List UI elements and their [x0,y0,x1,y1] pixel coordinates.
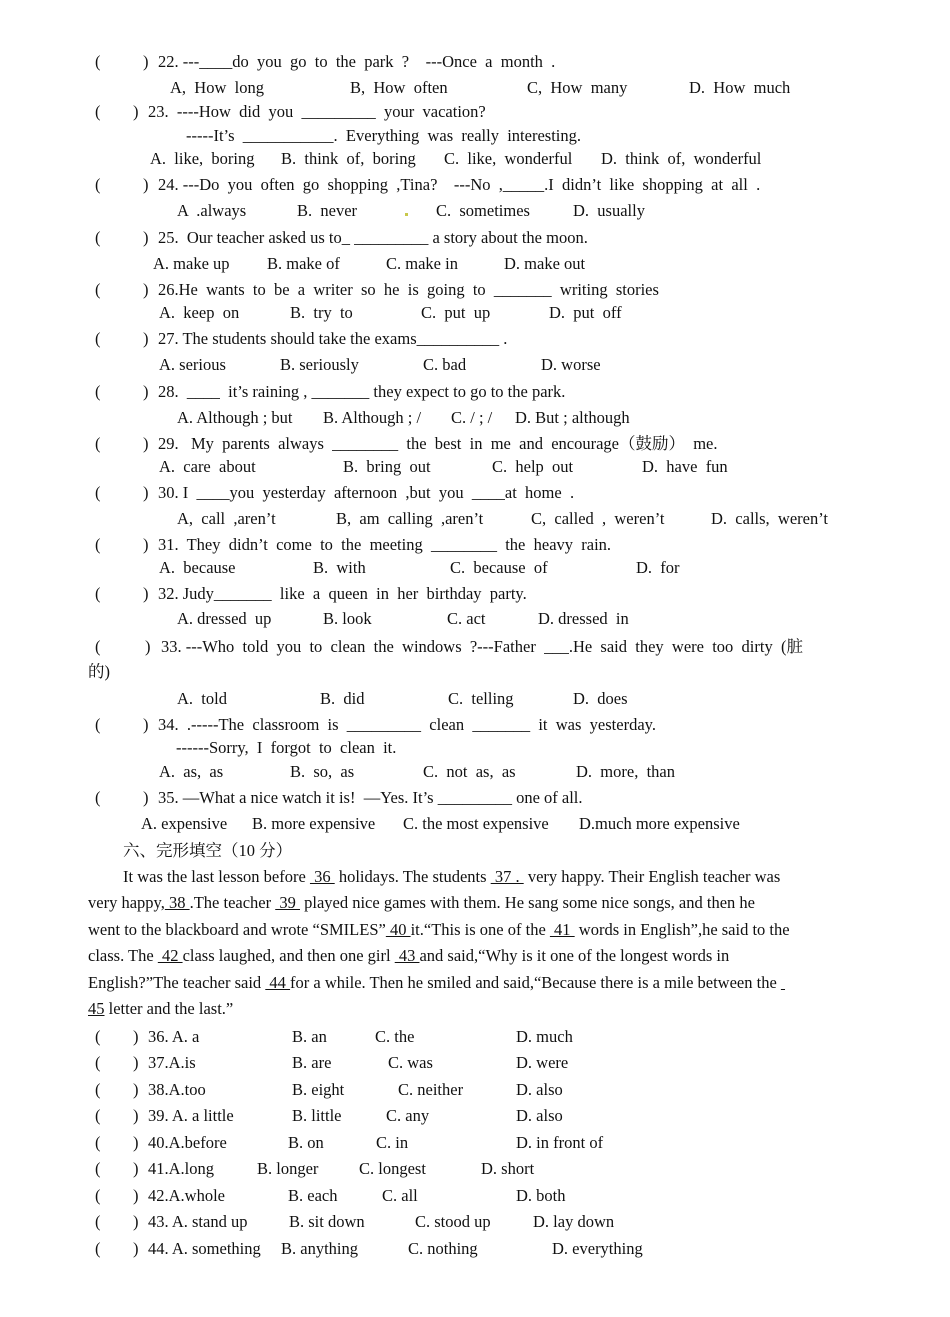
q22-close: ) [143,52,149,71]
q26-option-a: A. keep on [159,303,240,322]
opt39-c: C. any [386,1106,430,1125]
opt37-c: C. was [388,1053,433,1072]
q29-stem: 29. My parents always ________ the best in me and encourage（鼓励） me. [158,434,718,453]
opt42-c: C. all [382,1186,418,1205]
q24-option-c: C. sometimes [436,201,530,220]
q23-close: ) [133,102,139,121]
q25-option-d: D. make out [504,254,586,273]
opt38-paren: ( [95,1080,101,1099]
q22-option-a: A, How long [170,78,264,97]
q23-option-d: D. think of, wonderful [601,149,762,168]
q22-option-b: B, How often [350,78,448,97]
opt43-close: ) [133,1212,139,1231]
opt44-paren: ( [95,1239,101,1258]
opt42-d: D. both [516,1186,566,1205]
opt38-d: D. also [516,1080,563,1099]
opt37-d: D. were [516,1053,569,1072]
q35-option-a: A. expensive [141,814,228,833]
q34-sub: ------Sorry, I forgot to clean it. [176,738,397,757]
opt39-close: ) [133,1106,139,1125]
stray-mark [405,213,408,216]
q32-option-c: C. act [447,609,486,628]
opt44-c: C. nothing [408,1239,478,1258]
q30-option-b: B, am calling ,aren’t [336,509,484,528]
opt36-paren: ( [95,1027,101,1046]
q27-option-b: B. seriously [280,355,359,374]
opt40-paren: ( [95,1133,101,1152]
cloze-line-5: English?”The teacher said 44 for a while. Then he smiled and said,“Because there is a mile between the [88,973,781,992]
opt43-b: B. sit down [289,1212,365,1231]
q27-option-c: C. bad [423,355,467,374]
opt38-c: C. neither [398,1080,464,1099]
opt44-close: ) [133,1239,139,1258]
q34-stem: 34. .-----The classroom is _________ clean _______ it was yesterday. [158,715,656,734]
q27-option-a: A. serious [159,355,226,374]
q27-paren: ( [95,329,101,348]
q35-paren: ( [95,788,101,807]
q22-stem: 22. ---____do you go to the park ? ---Once a month . [158,52,556,71]
q33-stem-cont: 的) [88,662,110,681]
opt36-c: C. the [375,1027,415,1046]
opt41-close: ) [133,1159,139,1178]
q28-close: ) [143,382,149,401]
q27-close: ) [143,329,149,348]
q28-paren: ( [95,382,101,401]
opt44-a: 44. A. something [148,1239,261,1258]
opt38-close: ) [133,1080,139,1099]
q31-close: ) [143,535,149,554]
q24-option-a: A .always [177,201,247,220]
q28-option-a: A. Although ; but [177,408,293,427]
q32-close: ) [143,584,149,603]
blank-43: 43 [394,946,420,965]
q33-option-c: C. telling [448,689,514,708]
q31-option-a: A. because [159,558,236,577]
blank-42: 42 [157,946,183,965]
q32-option-d: D. dressed in [538,609,629,628]
q29-option-d: D. have fun [642,457,728,476]
opt44-d: D. everything [552,1239,643,1258]
opt42-paren: ( [95,1186,101,1205]
opt41-c: C. longest [359,1159,426,1178]
q26-option-d: D. put off [549,303,622,322]
q25-close: ) [143,228,149,247]
q26-close: ) [143,280,149,299]
opt43-a: 43. A. stand up [148,1212,248,1231]
q27-option-d: D. worse [541,355,601,374]
q24-paren: ( [95,175,101,194]
q24-option-b: B. never [297,201,358,220]
opt41-b: B. longer [257,1159,319,1178]
q30-option-d: D. calls, weren’t [711,509,828,528]
q35-option-d: D.much more expensive [579,814,740,833]
q25-option-b: B. make of [267,254,340,273]
q32-option-b: B. look [323,609,372,628]
q31-stem: 31. They didn’t come to the meeting ________ the heavy rain. [158,535,612,554]
q25-stem: 25. Our teacher asked us to_ _________ a story about the moon. [158,228,588,247]
q26-option-c: C. put up [421,303,491,322]
q32-option-a: A. dressed up [177,609,272,628]
opt40-b: B. on [288,1133,324,1152]
q22-option-d: D. How much [689,78,791,97]
q30-option-a: A, call ,aren’t [177,509,276,528]
q25-paren: ( [95,228,101,247]
q30-close: ) [143,483,149,502]
q22-paren: ( [95,52,101,71]
q33-close: ) [145,637,151,656]
cloze-line-1: It was the last lesson before 36 holidays. The students 37 . very happy. Their English teacher was [123,867,781,886]
q31-option-d: D. for [636,558,680,577]
opt37-close: ) [133,1053,139,1072]
q28-option-d: D. But ; although [515,408,630,427]
q31-option-b: B. with [313,558,366,577]
q31-option-c: C. because of [450,558,548,577]
q34-close: ) [143,715,149,734]
cloze-line-4: class. The 42 class laughed, and then one girl 43 and said,“Why is it one of the longest words in [88,946,730,965]
q33-option-d: D. does [573,689,628,708]
q35-close: ) [143,788,149,807]
opt36-b: B. an [292,1027,327,1046]
q24-option-d: D. usually [573,201,645,220]
q23-stem: 23. ----How did you _________ your vacation? [148,102,486,121]
opt41-paren: ( [95,1159,101,1178]
q35-option-b: B. more expensive [252,814,376,833]
blank-40: 40 [385,920,411,939]
q33-paren: ( [95,637,101,656]
q33-option-b: B. did [320,689,365,708]
blank-38: 38 [164,893,190,912]
q22-option-c: C, How many [527,78,628,97]
q29-option-a: A. care about [159,457,256,476]
opt40-d: D. in front of [516,1133,604,1152]
opt37-a: 37.A.is [148,1053,196,1072]
cloze-line-3: went to the blackboard and wrote “SMILES” 40 it.“This is one of the 41 words in English”,he said to the [88,920,790,939]
opt37-b: B. are [292,1053,332,1072]
q24-stem: 24. ---Do you often go shopping ,Tina? ---No ,_____.I didn’t like shopping at all . [158,175,761,194]
q23-option-b: B. think of, boring [281,149,416,168]
opt38-b: B. eight [292,1080,345,1099]
q23-sub: -----It’s ___________. Everything was really interesting. [186,126,581,145]
q33-stem: 33. ---Who told you to clean the windows ?---Father ___.He said they were too dirty (脏 [161,637,803,656]
q24-close: ) [143,175,149,194]
opt44-b: B. anything [281,1239,358,1258]
q25-option-a: A. make up [153,254,230,273]
q23-option-a: A. like, boring [150,149,255,168]
opt43-c: C. stood up [415,1212,491,1231]
q23-option-c: C. like, wonderful [444,149,573,168]
opt40-a: 40.A.before [148,1133,227,1152]
q26-paren: ( [95,280,101,299]
opt42-b: B. each [288,1186,338,1205]
q31-paren: ( [95,535,101,554]
opt43-paren: ( [95,1212,101,1231]
q29-option-b: B. bring out [343,457,431,476]
opt42-a: 42.A.whole [148,1186,225,1205]
opt39-a: 39. A. a little [148,1106,234,1125]
q35-option-c: C. the most expensive [403,814,549,833]
q34-option-c: C. not as, as [423,762,516,781]
q29-paren: ( [95,434,101,453]
opt40-close: ) [133,1133,139,1152]
cloze-heading: 六、完形填空（10 分） [123,841,293,860]
cloze-line-2: very happy, 38 .The teacher 39 played nice games with them. He sang some nice songs, and then he [88,893,755,912]
q25-option-c: C. make in [386,254,458,273]
opt37-paren: ( [95,1053,101,1072]
opt39-b: B. little [292,1106,342,1125]
blank-39: 39 [275,893,300,912]
q30-paren: ( [95,483,101,502]
q28-option-c: C. / ; / [451,408,493,427]
opt42-close: ) [133,1186,139,1205]
opt36-close: ) [133,1027,139,1046]
opt43-d: D. lay down [533,1212,615,1231]
q35-stem: 35. —What a nice watch it is! —Yes. It’s _________ one of all. [158,788,583,807]
blank-45: 45 [88,999,105,1018]
blank-37: 37 . [490,867,524,886]
q23-paren: ( [95,102,101,121]
q26-option-b: B. try to [290,303,353,322]
blank-36: 36 [309,867,335,886]
q30-stem: 30. I ____you yesterday afternoon ,but you ____at home . [158,483,575,502]
opt38-a: 38.A.too [148,1080,206,1099]
q30-option-c: C, called , weren’t [531,509,665,528]
q28-stem: 28. ____ it’s raining , _______ they expect to go to the park. [158,382,566,401]
q34-option-b: B. so, as [290,762,355,781]
blank-44: 44 [265,973,291,992]
blank-41: 41 [549,920,575,939]
opt36-a: 36. A. a [148,1027,200,1046]
cloze-line-6: 45 letter and the last.” [88,999,234,1018]
q29-close: ) [143,434,149,453]
opt40-c: C. in [376,1133,409,1152]
q26-stem: 26.He wants to be a writer so he is going to _______ writing stories [158,280,659,299]
q29-option-c: C. help out [492,457,574,476]
q34-option-d: D. more, than [576,762,675,781]
q32-stem: 32. Judy_______ like a queen in her birthday party. [158,584,527,603]
q34-paren: ( [95,715,101,734]
opt39-d: D. also [516,1106,563,1125]
q34-option-a: A. as, as [159,762,224,781]
q33-option-a: A. told [177,689,227,708]
opt41-d: D. short [481,1159,535,1178]
q32-paren: ( [95,584,101,603]
opt39-paren: ( [95,1106,101,1125]
q28-option-b: B. Although ; / [323,408,422,427]
opt36-d: D. much [516,1027,573,1046]
opt41-a: 41.A.long [148,1159,214,1178]
q27-stem: 27. The students should take the exams__________ . [158,329,508,348]
